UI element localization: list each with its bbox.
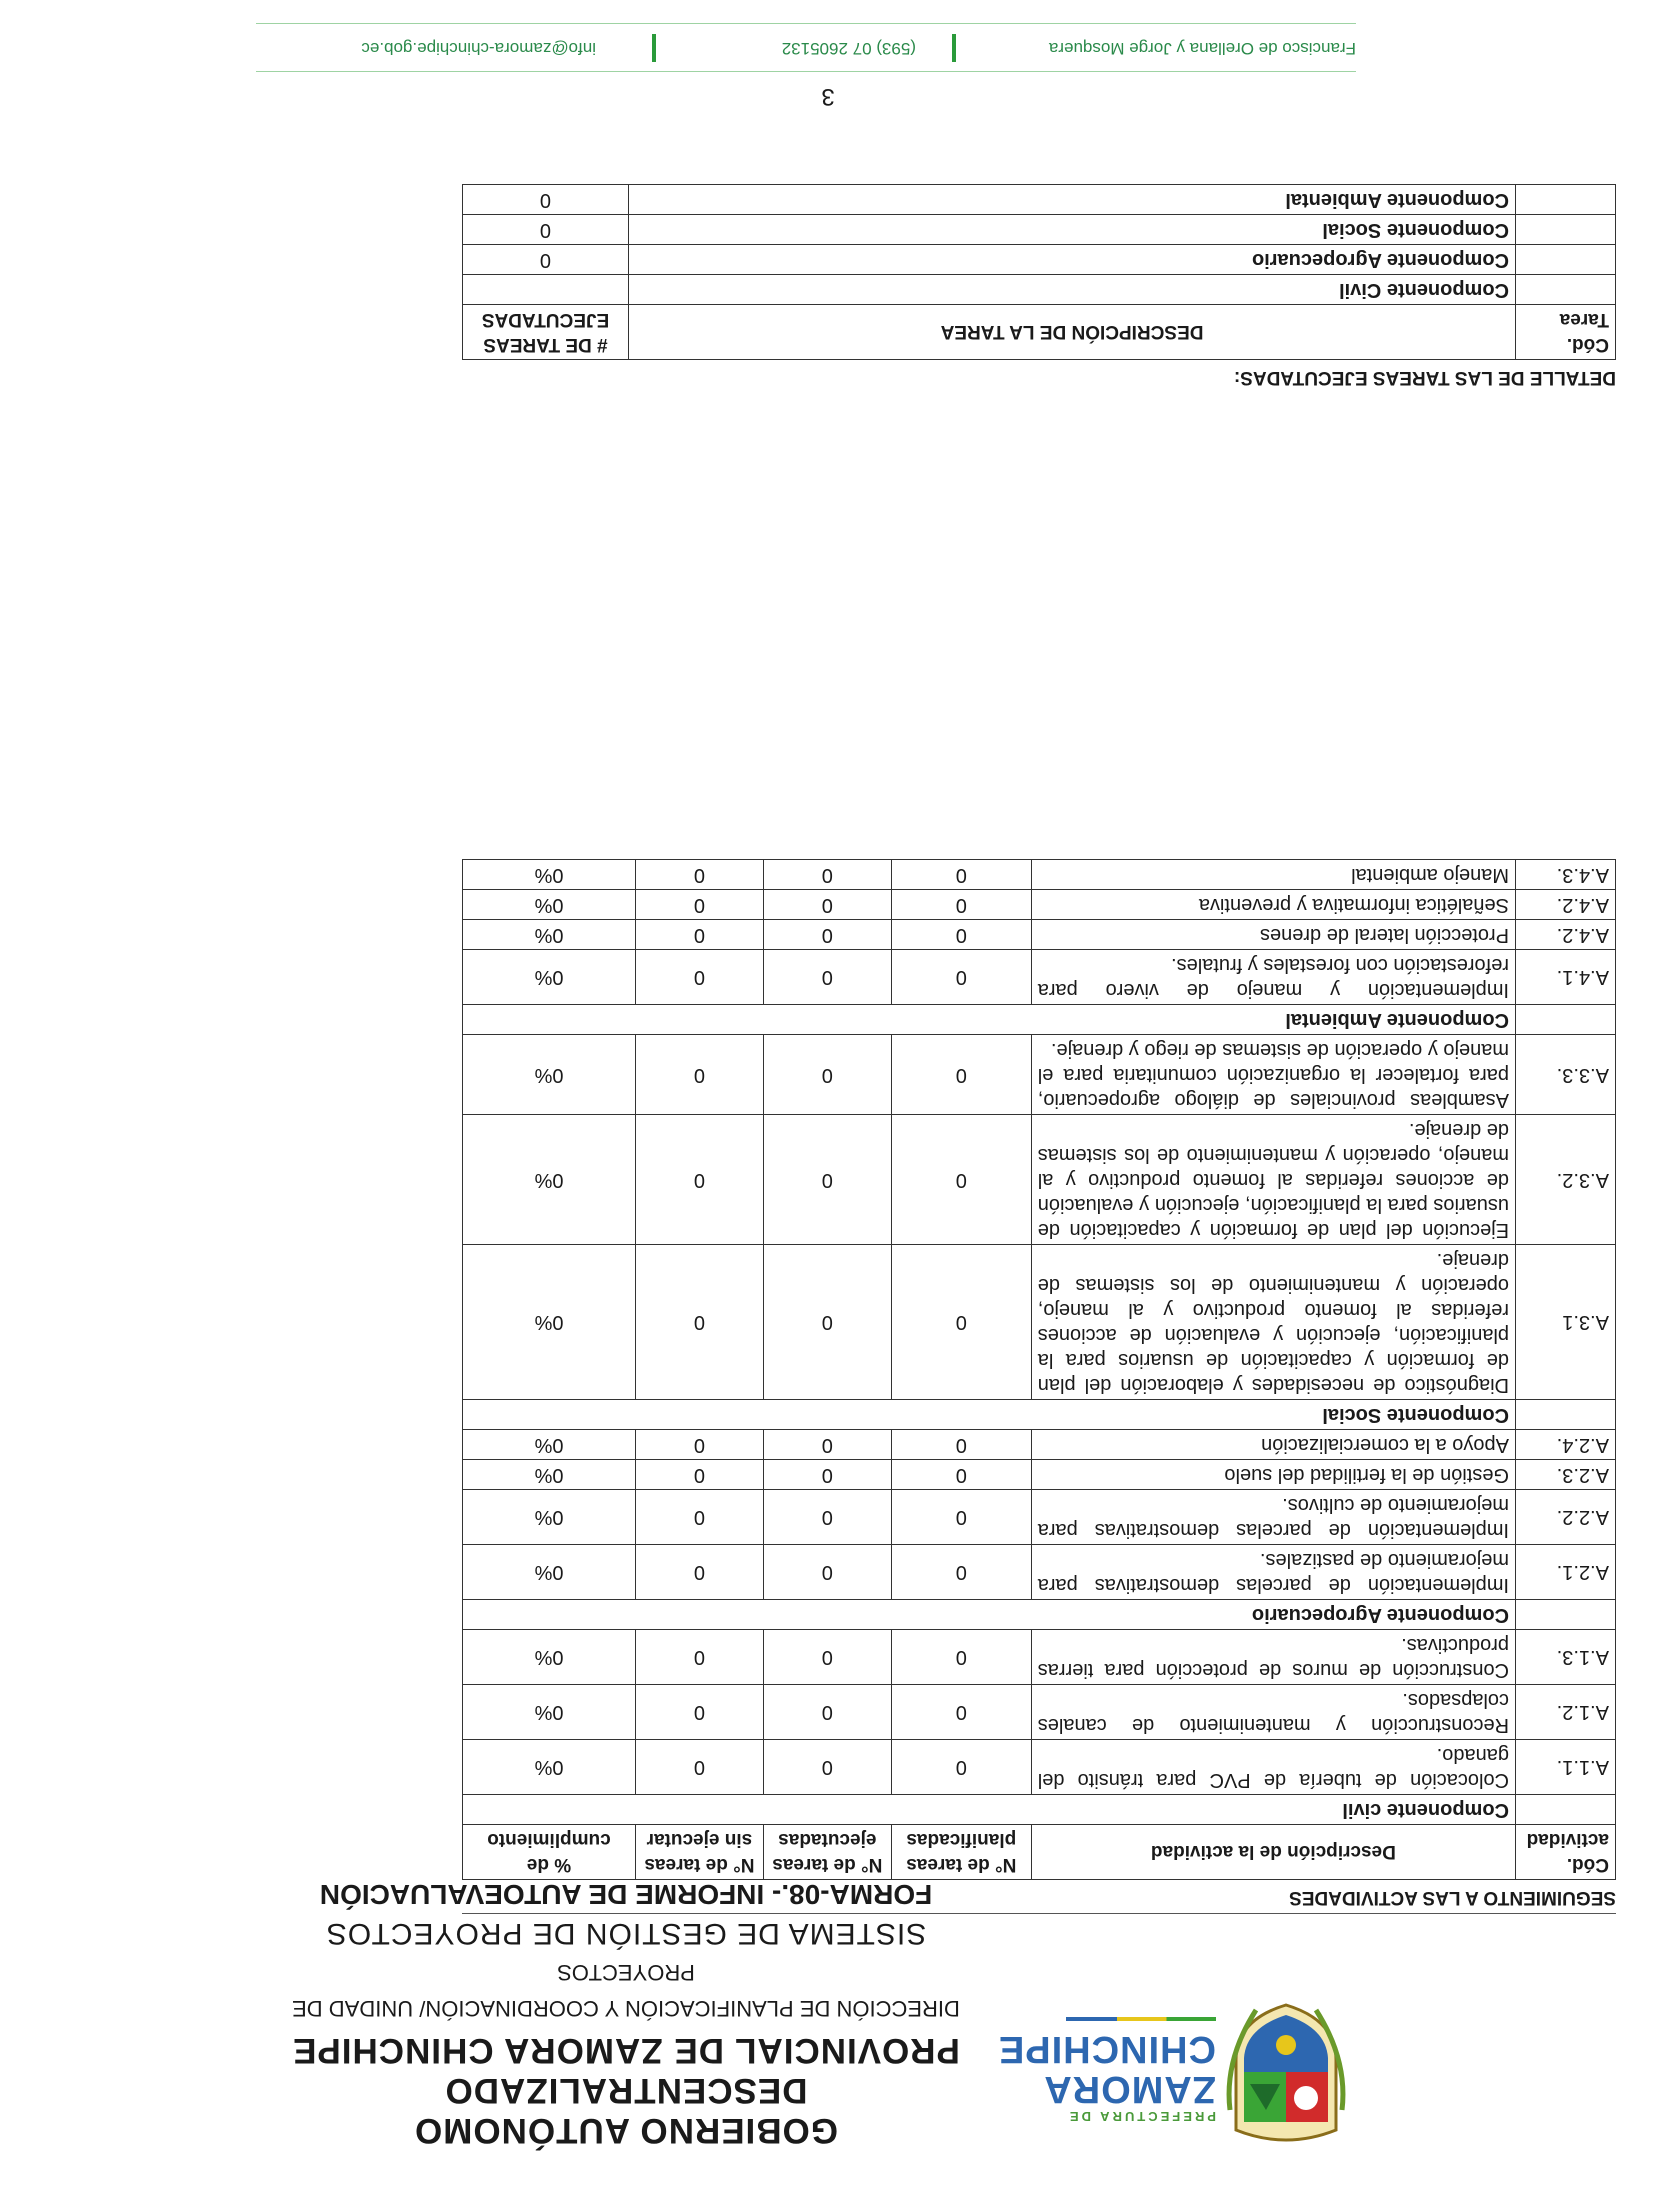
activity-code: A.4.3. [1516,860,1616,890]
activity-description: Colocación de tubería de PVC para tránsito del ganado. [1031,1740,1515,1795]
planned-count: 0 [891,920,1031,950]
task-description: Componente Ambiental [628,185,1515,215]
directorate-line-1: DIRECCIÓN DE PLANIFICACIÓN Y COORDINACIÓN/ UNIDAD DE [292,1996,960,2021]
activity-code: A.4.2. [1516,890,1616,920]
activity-description: Construcción de muros de protección para tierras productivas. [1031,1630,1515,1685]
executed-count: 0 [763,1035,891,1115]
activity-code: A.4.1. [1516,950,1616,1005]
header-titles [266,1878,986,2150]
component-row [463,1600,1616,1630]
footer-separator-1 [952,34,956,62]
pending-count: 0 [635,1740,763,1795]
executed-count: 0 [763,1490,891,1545]
completion-percent: 0% [463,1115,636,1245]
pending-count: 0 [635,1460,763,1490]
planned-count: 0 [891,1740,1031,1795]
activity-description: Ejecución del plan de formación y capacitación de usuarios para la planificación, ejecución y evaluación de acciones referidas al fomento productivo y al manejo, operación y mantenimiento de los sistemas de drenaje. [1031,1115,1515,1245]
task-row [463,275,1616,305]
activity-description: Implementación de parcelas demostrativas para mejoramiento de pastizales. [1031,1545,1515,1600]
tasks-header-row [463,305,1616,360]
completion-percent: 0% [463,1430,636,1460]
activity-code: A.1.3. [1516,1630,1616,1685]
executed-count: 0 [763,1245,891,1400]
footer-bottom-line [256,23,1356,24]
activity-row [463,1035,1616,1115]
executed-count: 0 [763,860,891,890]
activity-row [463,1115,1616,1245]
completion-percent: 0% [463,1740,636,1795]
planned-count: 0 [891,1490,1031,1545]
planned-count: 0 [891,950,1031,1005]
activity-row [463,1430,1616,1460]
activity-code: A.2.2. [1516,1490,1616,1545]
task-description: Componente Social [628,215,1515,245]
component-code-cell [1516,1005,1616,1035]
component-code-cell [1516,1400,1616,1430]
coat-of-arms-logo [1226,2000,1346,2150]
task-header-description: DESCRIPCIÓN DE LA TAREA [628,305,1515,360]
pending-count: 0 [635,1545,763,1600]
executed-count: 0 [763,1740,891,1795]
activity-description: Implementación y manejo de vivero para reforestación con forestales y frutales. [1031,950,1515,1005]
task-header-count: # DE TAREAS EJECUTADAS [463,305,629,360]
pending-count: 0 [635,950,763,1005]
activity-code: A.2.1. [1516,1545,1616,1600]
directorate-line-2: PROYECTOS [557,1960,695,1985]
planned-count: 0 [891,890,1031,920]
component-row [463,1005,1616,1035]
form-title: FORMA-08.- INFORME DE AUTOEVALUACIÓN [319,1879,933,1910]
pending-count: 0 [635,920,763,950]
executed-count: 0 [763,1115,891,1245]
activity-description: Reconstrucción y mantenimiento de canales colapsados. [1031,1685,1515,1740]
completion-percent: 0% [463,1685,636,1740]
executed-count: 0 [763,1430,891,1460]
planned-count: 0 [891,1460,1031,1490]
executed-count: 0 [763,920,891,950]
executed-count: 0 [763,1630,891,1685]
task-code [1516,275,1616,305]
completion-percent: 0% [463,1490,636,1545]
prefecture-brand [997,2017,1216,2124]
footer-phone: (593) 07 2605132 [781,39,916,58]
completion-percent: 0% [463,860,636,890]
system-title: SISTEMA DE GESTIÓN DE PROYECTOS [325,1917,927,1950]
task-code [1516,215,1616,245]
pending-count: 0 [635,890,763,920]
task-count [463,275,629,305]
planned-count: 0 [891,1685,1031,1740]
component-code-cell [1516,1795,1616,1825]
executed-count: 0 [763,890,891,920]
executed-count: 0 [763,1545,891,1600]
footer-email: info@zamora-chinchipe.gob.ec [361,39,596,58]
footer-address: Francisco de Orellana y Jorge Mosquera [1048,39,1356,58]
activity-row [463,920,1616,950]
brand-zamora: ZAMORA [1043,2068,1216,2110]
component-row [463,1795,1616,1825]
activity-row [463,1740,1616,1795]
completion-percent: 0% [463,950,636,1005]
planned-count: 0 [891,1115,1031,1245]
component-name: Componente Social [463,1400,1516,1430]
activity-row [463,1545,1616,1600]
executed-count: 0 [763,950,891,1005]
activity-description: Protección lateral de drenes [1031,920,1515,950]
activities-header-row [463,1825,1616,1880]
planned-count: 0 [891,1245,1031,1400]
activities-table [462,859,1616,1880]
completion-percent: 0% [463,1035,636,1115]
activity-row [463,1460,1616,1490]
task-code [1516,185,1616,215]
brand-prefix: PREFECTURA DE [1066,2109,1216,2124]
planned-count: 0 [891,1035,1031,1115]
task-count: 0 [463,185,629,215]
activity-row [463,890,1616,920]
page-number: 3 [821,83,835,110]
pending-count: 0 [635,1630,763,1685]
task-code [1516,245,1616,275]
executed-count: 0 [763,1685,891,1740]
component-name: Componente Ambiental [463,1005,1516,1035]
activity-description: Señalética informativa y preventiva [1031,890,1515,920]
executed-count: 0 [763,1460,891,1490]
component-name: Componente Agropecuario [463,1600,1516,1630]
header-planned: N° de tareas planificadas [891,1825,1031,1880]
page-footer [256,22,1356,72]
activity-code: A.1.2. [1516,1685,1616,1740]
activity-row [463,1685,1616,1740]
task-row [463,245,1616,275]
task-row [463,215,1616,245]
header-code: Cód. actividad [1516,1825,1616,1880]
completion-percent: 0% [463,920,636,950]
activity-description: Gestión de la fertilidad del suelo [1031,1460,1515,1490]
pending-count: 0 [635,1115,763,1245]
pending-count: 0 [635,860,763,890]
activity-row [463,860,1616,890]
pending-count: 0 [635,1035,763,1115]
completion-percent: 0% [463,1245,636,1400]
title-divider [462,1913,1616,1914]
completion-percent: 0% [463,890,636,920]
completion-percent: 0% [463,1545,636,1600]
planned-count: 0 [891,1630,1031,1685]
activity-code: A.3.2. [1516,1115,1616,1245]
activities-section-title: SEGUIMIENTO A LAS ACTIVIDADES [1289,1887,1616,1908]
tasks-section-title: DETALLE DE LAS TAREAS EJECUTADAS: [1233,367,1616,388]
tasks-table [462,184,1616,360]
task-description: Componente Civil [628,275,1515,305]
header-percent: % de cumplimiento [463,1825,636,1880]
footer-separator-2 [652,34,656,62]
activity-row [463,1490,1616,1545]
activity-description: Apoyo a la comercialización [1031,1430,1515,1460]
activity-row [463,950,1616,1005]
task-header-code: Cód. Tarea [1516,305,1616,360]
task-row [463,185,1616,215]
activity-description: Diagnóstico de necesidades y elaboración del plan de formación y capacitación de usuarios para la planificación, ejecución y evaluación de acciones referidas al fomento productivo y al manejo, operación y mantenimiento de los sistemas de drenaje. [1031,1245,1515,1400]
activity-code: A.1.1. [1516,1740,1616,1795]
activity-row [463,1245,1616,1400]
gov-title-2: PROVINCIAL DE ZAMORA CHINCHIPE [292,2031,960,2070]
pending-count: 0 [635,1245,763,1400]
activity-code: A.3.1 [1516,1245,1616,1400]
page-header [246,1879,1346,2160]
gov-title-1: GOBIERNO AUTÓNOMO DESCENTRALIZADO [413,2071,839,2150]
task-count: 0 [463,215,629,245]
task-count: 0 [463,245,629,275]
activity-code: A.3.3. [1516,1035,1616,1115]
activity-row [463,1630,1616,1685]
pending-count: 0 [635,1685,763,1740]
completion-percent: 0% [463,1630,636,1685]
activity-description: Asambleas provinciales de diálogo agropecuario, para fortalecer la organización comunitaria para el manejo y operación de sistemas de riego y drenaje. [1031,1035,1515,1115]
activity-description: Implementación de parcelas demostrativas para mejoramiento de cultivos. [1031,1490,1515,1545]
activity-code: A.2.4. [1516,1430,1616,1460]
activity-code: A.4.2. [1516,920,1616,950]
activity-description: Manejo ambiental [1031,860,1515,890]
planned-count: 0 [891,860,1031,890]
brand-chinchipe: CHINCHIPE [997,2028,1216,2070]
brand-color-bar [1066,2017,1216,2021]
header-description: Descripción de la actividad [1031,1825,1515,1880]
footer-top-line [256,71,1356,72]
header-pending: N° de tareas sin ejecutar [635,1825,763,1880]
component-row [463,1400,1616,1430]
activity-code: A.2.3. [1516,1460,1616,1490]
planned-count: 0 [891,1430,1031,1460]
pending-count: 0 [635,1490,763,1545]
component-code-cell [1516,1600,1616,1630]
completion-percent: 0% [463,1460,636,1490]
component-name: Componente civil [463,1795,1516,1825]
planned-count: 0 [891,1545,1031,1600]
header-executed: N° de tareas ejecutadas [763,1825,891,1880]
task-description: Componente Agropecuario [628,245,1515,275]
pending-count: 0 [635,1430,763,1460]
